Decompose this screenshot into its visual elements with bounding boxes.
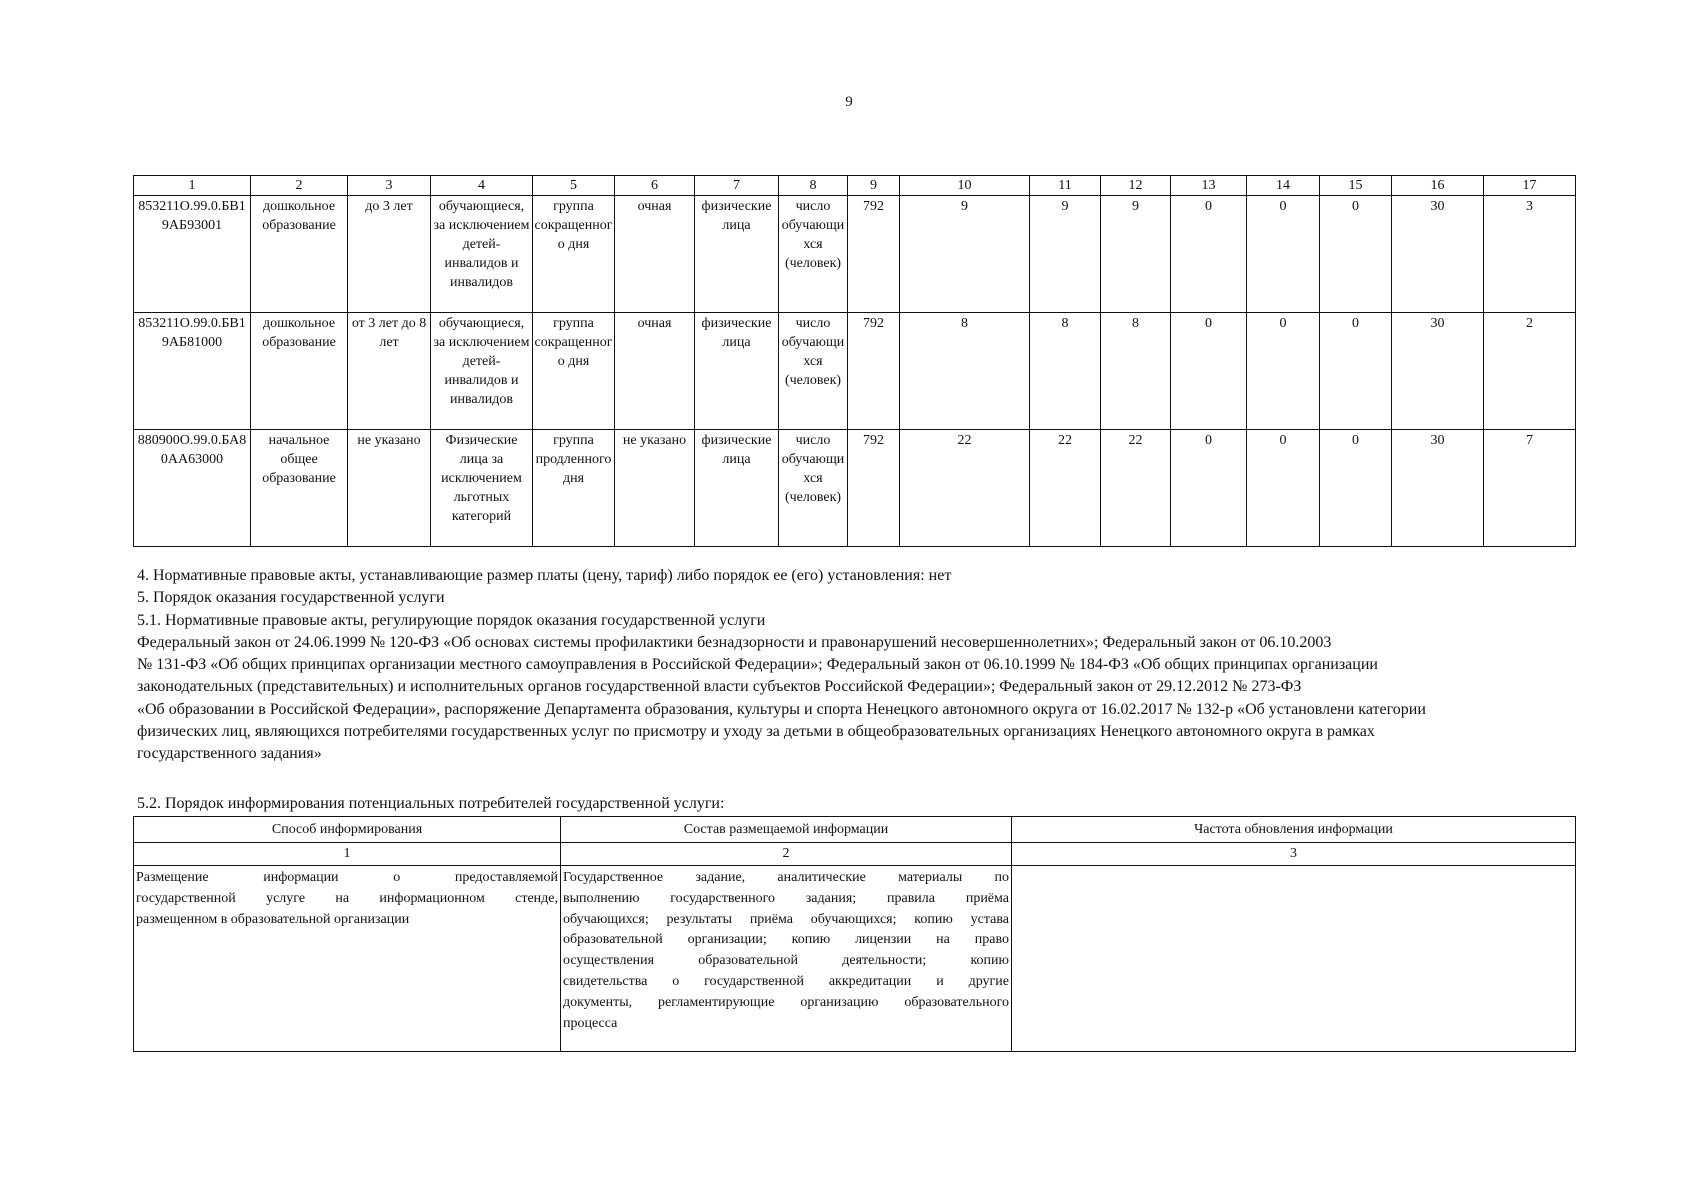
table-cell: обучающиеся, за исключением детей-инвалидов и инвалидов: [431, 196, 533, 313]
cell-line: образовательной организации; копию лицензии на право: [563, 932, 1009, 948]
section-4-heading: 4. Нормативные правовые акты, устанавливающие размер платы (цену, тариф) либо порядок ее (его) установления: нет: [137, 567, 952, 584]
table-cell: группа продленного дня: [533, 430, 615, 547]
table-cell: 0: [1247, 430, 1320, 547]
table-cell: от 3 лет до 8 лет: [348, 313, 431, 430]
table-cell: 8: [1030, 313, 1101, 430]
cell-line: свидетельства о государственной аккредитации и другие: [563, 973, 1009, 989]
table-cell: 3: [1484, 196, 1576, 313]
section-5-1-heading: 5.1. Нормативные правовые акты, регулирующие порядок оказания государственной услуги: [137, 611, 766, 629]
cell-line: государственной услуге на информационном стенде,: [136, 890, 558, 906]
column-header: 5: [533, 176, 615, 196]
column-header: Способ информирования: [134, 817, 561, 843]
cell-line: размещенном в образовательной организации: [136, 911, 410, 927]
table-cell: число обучающихся (человек): [779, 430, 848, 547]
service-volume-table: [133, 175, 1576, 547]
informing-table: [133, 816, 1576, 1052]
table-cell: 9: [1101, 196, 1171, 313]
update-frequency-cell: [1012, 866, 1576, 1052]
table-number-row: [134, 843, 1576, 866]
informing-method-cell: [134, 866, 561, 1052]
table-cell: 9: [900, 196, 1030, 313]
table-cell: 853211О.99.0.БВ19АБ93001: [134, 196, 251, 313]
table-cell: 8: [900, 313, 1030, 430]
body-text: [137, 565, 1577, 766]
table-cell: группа сокращенного дня: [533, 196, 615, 313]
table-cell: Физические лица за исключением льготных категорий: [431, 430, 533, 547]
column-number: 1: [134, 843, 561, 866]
column-header: 13: [1171, 176, 1247, 196]
column-number: 3: [1012, 843, 1576, 866]
table-cell: число обучающихся (человек): [779, 196, 848, 313]
table-cell: 30: [1392, 196, 1484, 313]
column-header: 11: [1030, 176, 1101, 196]
table-row: [134, 866, 1576, 1052]
column-number: 2: [561, 843, 1012, 866]
table-cell: 880900О.99.0.БА80АА63000: [134, 430, 251, 547]
column-header: 17: [1484, 176, 1576, 196]
table-cell: очная: [615, 196, 695, 313]
paragraph-line: физических лиц, являющихся потребителями государственных услуг по присмотру и уходу за детьми в общеобразовательных организациях Ненецкого автономного округа в рамках: [137, 723, 1375, 741]
table-header-row: [134, 176, 1576, 196]
table-cell: 0: [1171, 313, 1247, 430]
paragraph-line: государственного задания»: [137, 745, 322, 763]
page-number: 9: [845, 94, 853, 110]
table-header-row: [134, 817, 1576, 843]
column-header: 14: [1247, 176, 1320, 196]
table-cell: 30: [1392, 313, 1484, 430]
table-cell: до 3 лет: [348, 196, 431, 313]
column-header: 9: [848, 176, 900, 196]
table-cell: число обучающихся (человек): [779, 313, 848, 430]
section-5-2-heading: 5.2. Порядок информирования потенциальных потребителей государственной услуги:: [137, 795, 725, 812]
paragraph-line: законодательных (представительных) и исполнительных органов государственной власти субъектов Российской Федерации»; Федеральный закон от 29.12.2012 № 273-ФЗ: [137, 678, 1302, 696]
table-cell: не указано: [615, 430, 695, 547]
table-row: [134, 430, 1576, 547]
column-header: Состав размещаемой информации: [561, 817, 1012, 843]
column-header: 6: [615, 176, 695, 196]
table-cell: 0: [1247, 313, 1320, 430]
cell-line: Государственное задание, аналитические материалы по: [563, 870, 1009, 885]
table-cell: группа сокращенного дня: [533, 313, 615, 430]
column-header: 7: [695, 176, 779, 196]
table-cell: дошкольное образование: [251, 196, 348, 313]
table-cell: 792: [848, 430, 900, 547]
table-cell: 792: [848, 313, 900, 430]
table-cell: 0: [1320, 313, 1392, 430]
cell-line: обучающихся; результаты приёма обучающихся; копию устава: [563, 911, 1009, 927]
table-cell: дошкольное образование: [251, 313, 348, 430]
column-header: 8: [779, 176, 848, 196]
table-cell: 0: [1320, 430, 1392, 547]
table-cell: физические лица: [695, 313, 779, 430]
column-header: 12: [1101, 176, 1171, 196]
paragraph-line: «Об образовании в Российской Федерации», распоряжение Департамента образования, культуры и спорта Ненецкого автономного округа от 16.02.2017 № 132-р «Об установлени категории: [137, 700, 1426, 718]
table-cell: начальное общее образование: [251, 430, 348, 547]
column-header: 10: [900, 176, 1030, 196]
table-cell: 8: [1101, 313, 1171, 430]
table-row: [134, 196, 1576, 313]
information-content-cell: [561, 866, 1012, 1052]
table-cell: не указано: [348, 430, 431, 547]
table-cell: 7: [1484, 430, 1576, 547]
table-cell: 0: [1171, 430, 1247, 547]
table-cell: 853211О.99.0.БВ19АБ81000: [134, 313, 251, 430]
column-header: Частота обновления информации: [1012, 817, 1576, 843]
table-cell: 9: [1030, 196, 1101, 313]
table-cell: 0: [1171, 196, 1247, 313]
column-header: 16: [1392, 176, 1484, 196]
table-cell: 22: [1101, 430, 1171, 547]
column-header: 2: [251, 176, 348, 196]
table-cell: очная: [615, 313, 695, 430]
table-cell: 0: [1247, 196, 1320, 313]
paragraph-line: № 131-ФЗ «Об общих принципах организации местного самоуправления в Российской Федерации»; Федеральный закон от 06.10.1999 № 184-ФЗ «Об общих принципах организации: [137, 656, 1378, 674]
table-cell: физические лица: [695, 430, 779, 547]
table-cell: 30: [1392, 430, 1484, 547]
cell-line: Размещение информации о предоставляемой: [136, 870, 558, 885]
column-header: 3: [348, 176, 431, 196]
table-cell: физические лица: [695, 196, 779, 313]
table-row: [134, 313, 1576, 430]
cell-line: осуществления образовательной деятельности; копию: [563, 953, 1009, 969]
table-cell: 0: [1320, 196, 1392, 313]
cell-line: выполнению государственного задания; правила приёма: [563, 890, 1009, 906]
table-cell: 22: [900, 430, 1030, 547]
table-cell: обучающиеся, за исключением детей-инвалидов и инвалидов: [431, 313, 533, 430]
cell-line: процесса: [563, 1015, 618, 1031]
paragraph-line: Федеральный закон от 24.06.1999 № 120-ФЗ «Об основах системы профилактики безнадзорности и правонарушений несовершеннолетних»; Федеральный закон от 06.10.2003: [137, 633, 1332, 651]
table-cell: 792: [848, 196, 900, 313]
section-5-heading: 5. Порядок оказания государственной услуги: [137, 589, 445, 607]
column-header: 4: [431, 176, 533, 196]
cell-line: документы, регламентирующие организацию образовательного: [563, 994, 1009, 1010]
column-header: 15: [1320, 176, 1392, 196]
column-header: 1: [134, 176, 251, 196]
table-cell: 2: [1484, 313, 1576, 430]
table-cell: 22: [1030, 430, 1101, 547]
